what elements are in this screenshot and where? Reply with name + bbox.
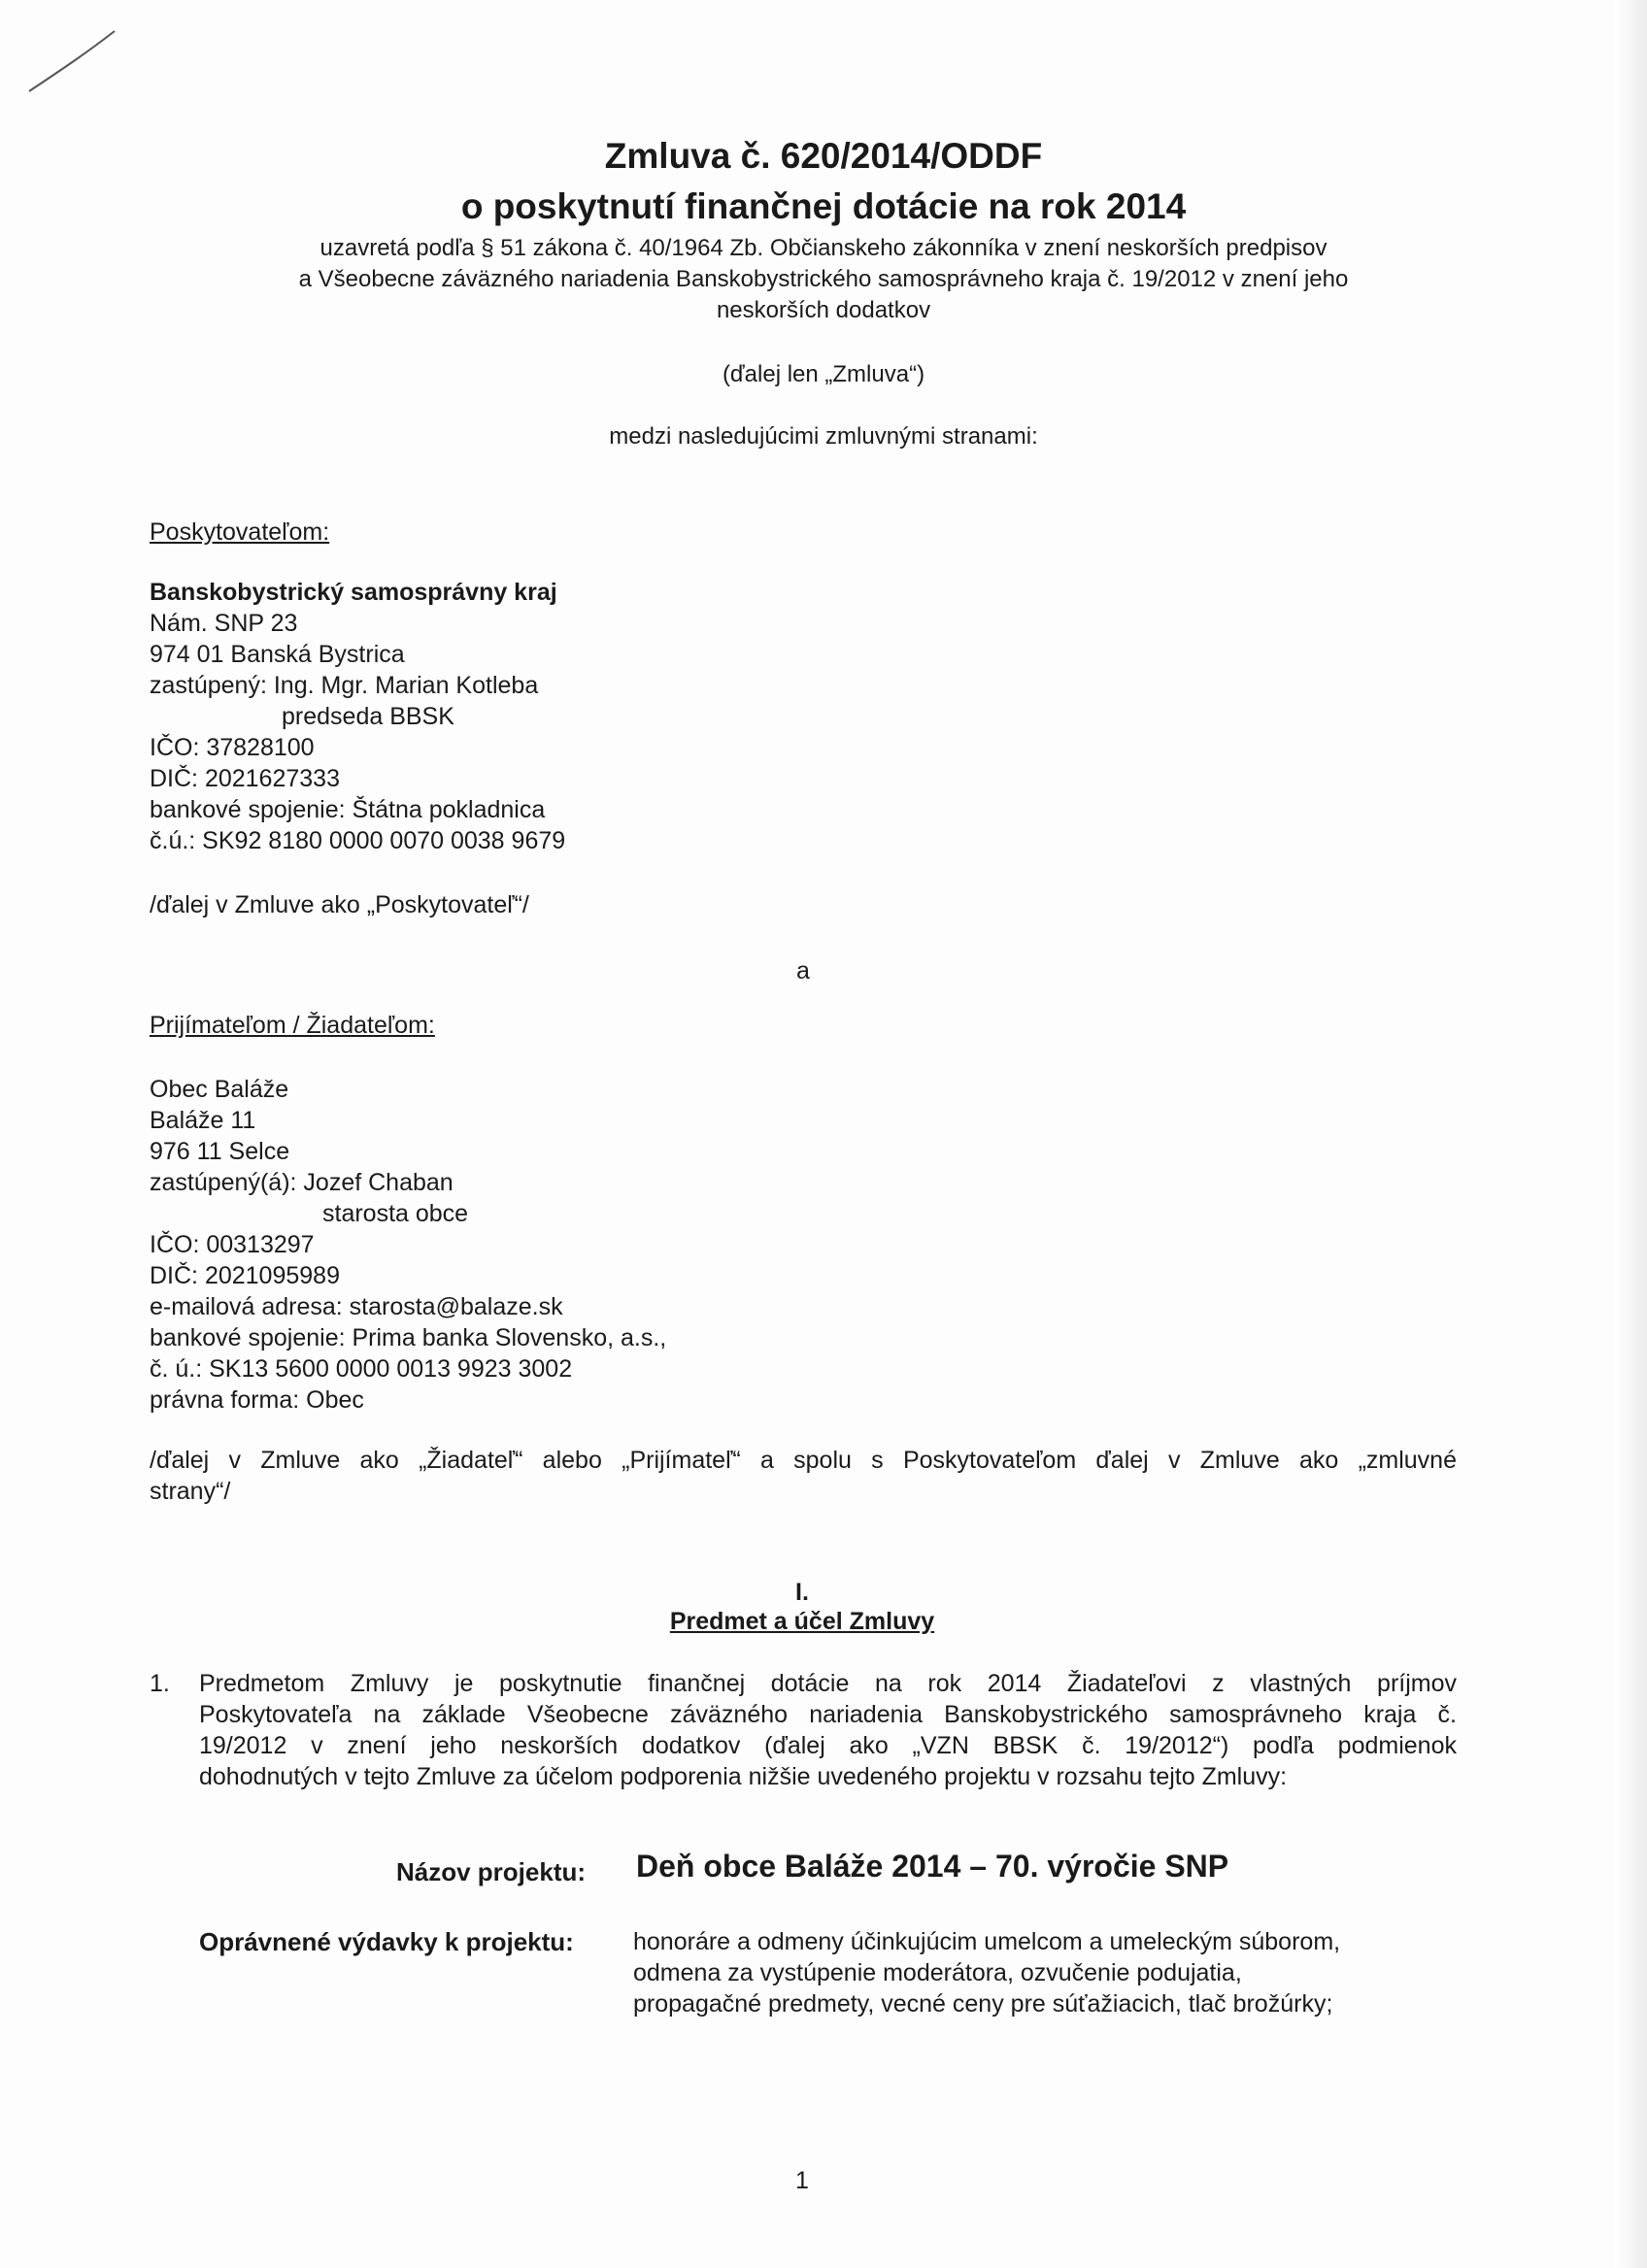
and-separator: a: [796, 957, 810, 984]
page-number: 1: [795, 2167, 809, 2194]
legal-basis-line-2: a Všeobecne záväzného nariadenia Banskobystrického samosprávneho kraja č. 19/2012 v znení jeho: [298, 266, 1349, 292]
expenses-line-1: honoráre a odmeny účinkujúcim umelcom a umeleckým súborom,: [633, 1928, 1341, 1955]
expenses-line-3: propagačné predmety, vecné ceny pre súťažiacich, tlač brožúrky;: [633, 1990, 1333, 2018]
recipient-role: starosta obce: [322, 1200, 469, 1227]
recipient-alias-line-1: /ďalej v Zmluve ako „Žiadateľ“ alebo „Prijímateľ“ a spolu s Poskytovateľom ďalej v Zmluve ako „zmluvné: [150, 1447, 1457, 1474]
recipient-account: č. ú.: SK13 5600 0000 0013 9923 3002: [150, 1355, 573, 1383]
section-number: I.: [795, 1579, 809, 1606]
pen-stroke-mark: [19, 21, 136, 99]
short-name-note: (ďalej len „Zmluva“): [722, 361, 925, 387]
recipient-represented: zastúpený(á): Jozef Chaban: [150, 1169, 454, 1196]
subject-line-3: 19/2012 v znení jeho neskorších dodatkov (ďalej ako „VZN BBSK č. 19/2012“) podľa podmienok: [199, 1732, 1457, 1759]
contract-subtitle: o poskytnutí finančnej dotácie na rok 2014: [460, 186, 1187, 226]
recipient-heading: Prijímateľom / Žiadateľom:: [150, 1012, 435, 1039]
section-title: Predmet a účel Zmluvy: [669, 1608, 935, 1635]
provider-role: predseda BBSK: [282, 703, 454, 730]
provider-heading: Poskytovateľom:: [150, 518, 330, 546]
parties-intro: medzi nasledujúcimi zmluvnými stranami:: [609, 423, 1038, 450]
provider-ico: IČO: 37828100: [150, 734, 315, 761]
recipient-name: Obec Baláže: [150, 1076, 289, 1103]
recipient-city: 976 11 Selce: [150, 1138, 290, 1165]
recipient-email: e-mailová adresa: starosta@balaze.sk: [150, 1293, 563, 1320]
item-number: 1.: [150, 1670, 170, 1697]
expenses-line-2: odmena za vystúpenie moderátora, ozvučenie podujatia,: [633, 1959, 1242, 1986]
recipient-ico: IČO: 00313297: [150, 1231, 315, 1258]
provider-account: č.ú.: SK92 8180 0000 0070 0038 9679: [150, 827, 566, 854]
provider-alias: /ďalej v Zmluve ako „Poskytovateľ“/: [150, 891, 529, 918]
recipient-legal-form: právna forma: Obec: [150, 1386, 364, 1414]
page-edge-shadow: [1614, 0, 1647, 2268]
project-label: Názov projektu:: [396, 1857, 587, 1886]
contract-title: Zmluva č. 620/2014/ODDF: [604, 136, 1043, 176]
recipient-dic: DIČ: 2021095989: [150, 1262, 340, 1289]
subject-line-2: Poskytovateľa na základe Všeobecne záväzného nariadenia Banskobystrického samosprávneho kraja č.: [199, 1701, 1457, 1728]
subject-line-4: dohodnutých v tejto Zmluve za účelom podporenia nižšie uvedeného projektu v rozsahu tejto Zmluvy:: [199, 1763, 1288, 1790]
expenses-label: Oprávnené výdavky k projektu:: [199, 1927, 574, 1956]
recipient-bank: bankové spojenie: Prima banka Slovensko, a.s.,: [150, 1324, 667, 1351]
legal-basis-line-1: uzavretá podľa § 51 zákona č. 40/1964 Zb. Občianskeho zákonníka v znení neskorších predpisov: [319, 235, 1328, 261]
project-name: Deň obce Baláže 2014 – 70. výročie SNP: [636, 1849, 1229, 1884]
provider-name: Banskobystrický samosprávny kraj: [150, 579, 557, 606]
subject-line-1: Predmetom Zmluvy je poskytnutie finančnej dotácie na rok 2014 Žiadateľovi z vlastných príjmov: [199, 1670, 1457, 1697]
provider-street: Nám. SNP 23: [150, 610, 298, 637]
provider-city: 974 01 Banská Bystrica: [150, 641, 405, 668]
recipient-alias-line-2: strany“/: [150, 1478, 231, 1505]
provider-represented: zastúpený: Ing. Mgr. Marian Kotleba: [150, 672, 539, 699]
legal-basis-line-3: neskorších dodatkov: [716, 297, 931, 323]
provider-bank: bankové spojenie: Štátna pokladnica: [150, 796, 546, 823]
recipient-street: Baláže 11: [150, 1107, 256, 1134]
provider-dic: DIČ: 2021627333: [150, 765, 340, 792]
